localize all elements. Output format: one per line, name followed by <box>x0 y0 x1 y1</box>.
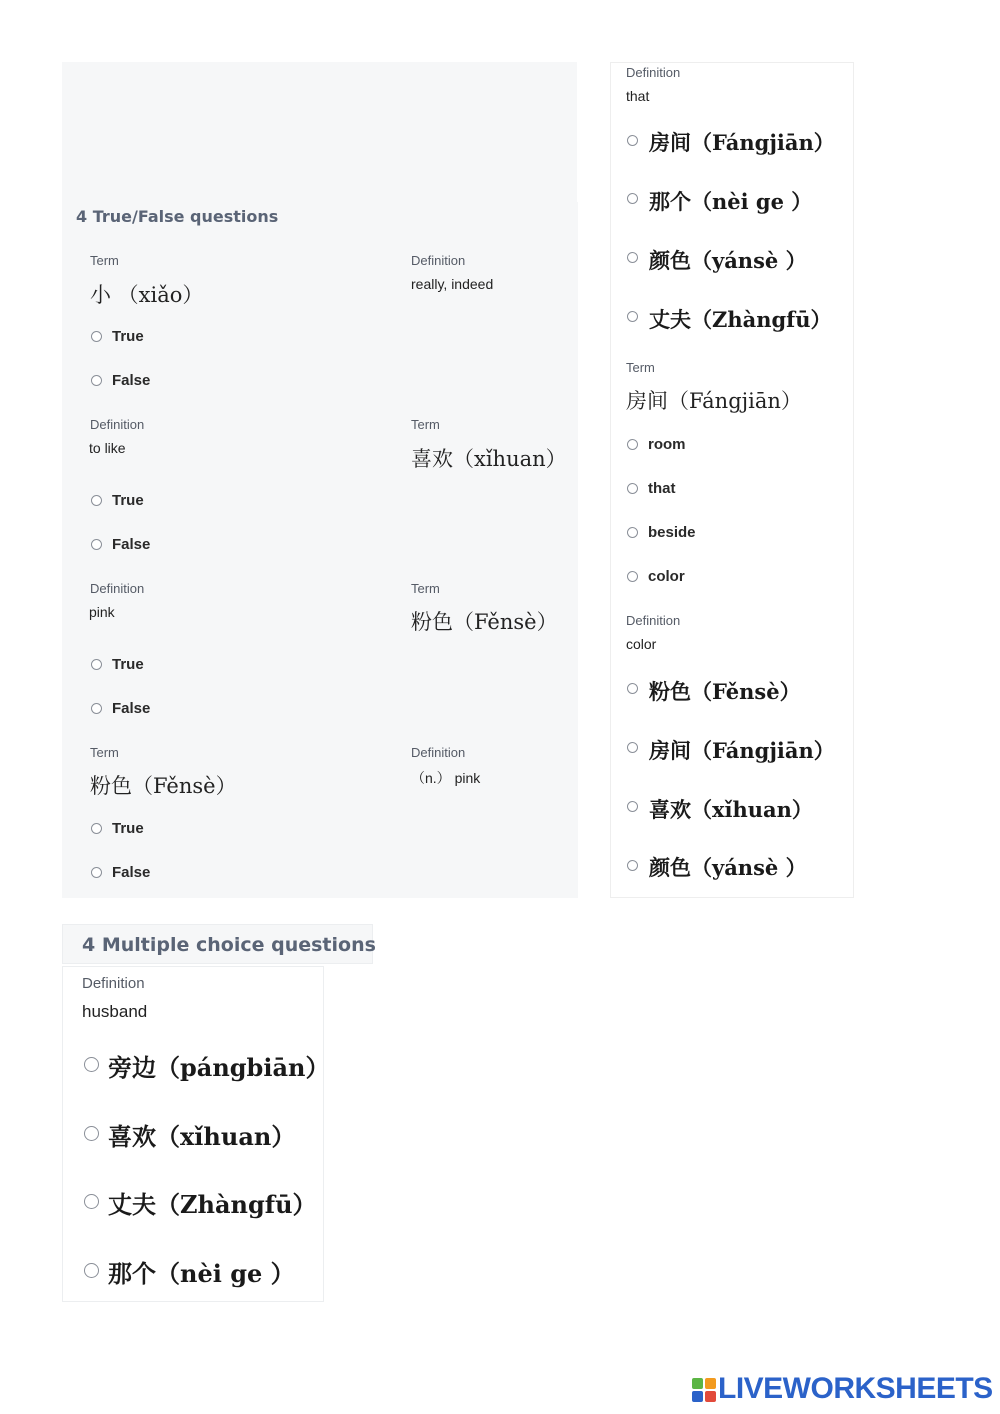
radio-icon[interactable] <box>627 193 638 204</box>
radio-icon[interactable] <box>627 483 638 494</box>
option-label: 喜欢（xǐhuan） <box>649 797 813 822</box>
radio-icon[interactable] <box>91 495 102 506</box>
true-false-title: 4 True/False questions <box>76 207 279 226</box>
radio-icon[interactable] <box>91 867 102 878</box>
rc-q2-term: 房间（Fángjiān） <box>626 389 802 413</box>
logo-square-green <box>692 1378 703 1389</box>
radio-icon[interactable] <box>84 1057 99 1072</box>
tf2-term: 喜欢（xǐhuan） <box>411 447 567 471</box>
tf3-right-label: Term <box>411 581 440 596</box>
logo-text: LIVEWORKSHEETS <box>718 1372 993 1405</box>
rc-q1-label: Definition <box>626 65 681 80</box>
logo-square-blue <box>692 1391 703 1402</box>
radio-icon[interactable] <box>84 1126 99 1141</box>
radio-icon[interactable] <box>91 375 102 386</box>
option-label: 丈夫（Zhàngfū） <box>108 1190 317 1219</box>
option-label: 颜色（yánsè ） <box>649 855 807 880</box>
option-label: True <box>112 820 144 837</box>
option-label: 那个（nèi ge ） <box>649 189 813 214</box>
option-label: 粉色（Fěnsè） <box>649 679 801 704</box>
tf3-definition: pink <box>89 604 115 620</box>
rc-q3-definition: color <box>626 636 657 652</box>
radio-icon[interactable] <box>627 860 638 871</box>
liveworksheets-logo-icon <box>692 1378 716 1402</box>
logo-square-orange <box>705 1378 716 1389</box>
option-label: True <box>112 328 144 345</box>
tf3-left-label: Definition <box>90 581 145 596</box>
option-label: 那个（nèi ge ） <box>108 1259 295 1288</box>
rc-q2-label: Term <box>626 360 655 375</box>
option-label: False <box>112 700 151 717</box>
option-label: False <box>112 372 151 389</box>
radio-icon[interactable] <box>627 683 638 694</box>
mc-q1-label: Definition <box>82 975 145 992</box>
option-label: 房间（Fángjiān） <box>649 130 835 155</box>
radio-icon[interactable] <box>91 659 102 670</box>
option-label: True <box>112 656 144 673</box>
radio-icon[interactable] <box>627 742 638 753</box>
option-label: 丈夫（Zhàngfū） <box>649 307 832 332</box>
tf1-term: 小 （xiǎo） <box>90 283 204 307</box>
mc-q1-definition: husband <box>82 1002 148 1021</box>
option-label: that <box>648 480 676 497</box>
top-gray-panel <box>62 62 577 202</box>
tf4-left-label: Term <box>90 745 119 760</box>
radio-icon[interactable] <box>91 823 102 834</box>
tf2-right-label: Term <box>411 417 440 432</box>
option-label: room <box>648 436 686 453</box>
radio-icon[interactable] <box>627 135 638 146</box>
tf3-term: 粉色（Fěnsè） <box>411 610 558 634</box>
radio-icon[interactable] <box>627 801 638 812</box>
option-label: beside <box>648 524 696 541</box>
option-label: 喜欢（xǐhuan） <box>108 1122 296 1151</box>
option-label: 房间（Fángjiān） <box>649 738 835 763</box>
radio-icon[interactable] <box>627 311 638 322</box>
tf1-right-label: Definition <box>411 253 466 268</box>
multiple-choice-title: 4 Multiple choice questions <box>82 934 376 956</box>
logo-square-red <box>705 1391 716 1402</box>
radio-icon[interactable] <box>627 571 638 582</box>
tf1-definition: really, indeed <box>411 276 494 292</box>
rc-q3-label: Definition <box>626 613 681 628</box>
tf2-definition: to like <box>89 440 126 456</box>
tf2-left-label: Definition <box>90 417 145 432</box>
option-label: 旁边（pángbiān） <box>108 1053 330 1082</box>
option-label: color <box>648 568 685 585</box>
radio-icon[interactable] <box>84 1263 99 1278</box>
option-label: False <box>112 864 151 881</box>
tf4-term: 粉色（Fěnsè） <box>90 774 237 798</box>
radio-icon[interactable] <box>627 252 638 263</box>
radio-icon[interactable] <box>627 439 638 450</box>
option-label: True <box>112 492 144 509</box>
tf4-right-label: Definition <box>411 745 466 760</box>
tf1-left-label: Term <box>90 253 119 268</box>
radio-icon[interactable] <box>91 539 102 550</box>
radio-icon[interactable] <box>91 703 102 714</box>
radio-icon[interactable] <box>91 331 102 342</box>
option-label: False <box>112 536 151 553</box>
rc-q1-definition: that <box>626 88 650 104</box>
option-label: 颜色（yánsè ） <box>649 248 807 273</box>
radio-icon[interactable] <box>84 1194 99 1209</box>
radio-icon[interactable] <box>627 527 638 538</box>
tf4-definition: （n.） pink <box>411 770 481 786</box>
